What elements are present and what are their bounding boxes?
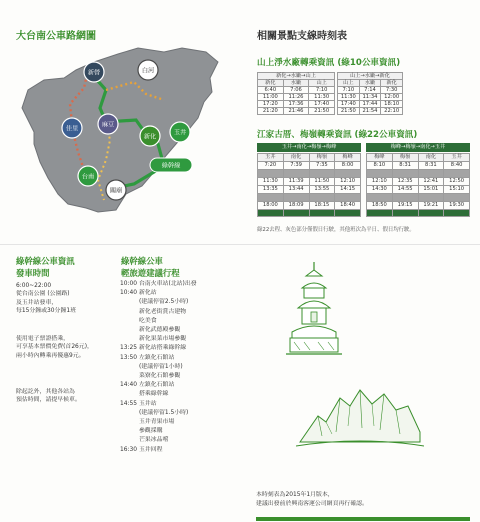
svg-text:佳里: 佳里 (65, 125, 79, 133)
footnote-line: 本時刻表為2015年1月版本， (256, 492, 334, 498)
time-cell (418, 170, 444, 178)
time-cell (444, 170, 470, 178)
itinerary-item (120, 381, 197, 390)
time-cell: 6:40 (258, 87, 284, 94)
footnote (256, 491, 368, 508)
route10-timetable-back (337, 72, 403, 115)
map-node-baihe (138, 60, 158, 80)
itinerary-text: 玉井站 (139, 400, 157, 407)
itinerary-text: 參觀採購 (139, 428, 163, 435)
itinerary-text: (建議停留1.5小時) (139, 409, 189, 416)
time-cell: 18:40 (335, 201, 361, 209)
itinerary-text: 新化站搭乘綠幹線 (139, 345, 187, 352)
mainline-title (16, 255, 75, 279)
time-cell: 12:10 (367, 177, 393, 185)
itinerary-time: 13:50 (120, 354, 137, 361)
itinerary-text: 左鎮化石館站 (139, 382, 175, 389)
time-cell: 14:15 (335, 185, 361, 193)
itinerary-text: 台南火車站(北站)出發 (139, 281, 197, 287)
footnote-line: 建議出發前於興南客運公司網頁再行確認。 (256, 500, 368, 507)
itinerary-item (120, 400, 197, 409)
map-node-yujing (170, 122, 190, 142)
itinerary-item (120, 354, 197, 363)
svg-text:麻豆: 麻豆 (101, 121, 115, 129)
time-cell: 11:50 (309, 177, 335, 185)
mainline-wait-info (16, 388, 81, 405)
time-cell: 12:10 (335, 177, 361, 185)
time-cell: 13:35 (258, 185, 284, 193)
itinerary-time: 14:40 (120, 382, 137, 389)
time-cell: 7:14 (359, 87, 381, 94)
time-cell: 11:39 (283, 177, 309, 185)
map-title: 大台南公車路網圖 (16, 31, 96, 42)
col-header: 南化 (283, 154, 309, 162)
itinerary-text: 新化武德殿參觀 (139, 327, 181, 334)
time-cell: 19:15 (392, 201, 418, 209)
time-cell: 7:39 (283, 162, 309, 170)
col-header: 水廠 (359, 80, 381, 87)
svg-text:關廟: 關廟 (109, 187, 123, 195)
map-node-guanmiao (106, 180, 126, 200)
itinerary-text: 玉井青果市場 (139, 419, 175, 426)
itinerary-text: 菜寮化石館參觀 (139, 373, 181, 380)
svg-text:玉井: 玉井 (173, 129, 187, 137)
itinerary-item (120, 298, 197, 307)
itinerary-time: 14:55 (120, 400, 137, 407)
route22-title: 江家古厝、梅嶺轉乘資訊 (綠22公車資訊) (257, 130, 418, 140)
time-cell (309, 209, 335, 217)
route10-back-header: 山上→水廠→新化 (338, 73, 403, 80)
time-cell: 7:30 (381, 87, 403, 94)
card-line: 可享基本票價免費(首26元)， (16, 344, 93, 351)
time-cell: 15:01 (418, 185, 444, 193)
time-cell (418, 193, 444, 201)
time-cell: 18:15 (309, 201, 335, 209)
time-cell: 13:44 (283, 185, 309, 193)
itinerary-item (120, 372, 197, 381)
svg-text:新化: 新化 (143, 133, 157, 141)
itinerary-text: 玉井回程 (139, 446, 163, 453)
itinerary-text: 芒果冰品嚐 (139, 437, 169, 444)
mainline-title-line2: 發車時間 (16, 268, 50, 278)
time-cell: 11:26 (283, 94, 309, 101)
time-cell: 8:31 (418, 162, 444, 170)
time-cell: 8:10 (367, 162, 393, 170)
time-cell (392, 193, 418, 201)
time-cell: 18:50 (367, 201, 393, 209)
col-header: 梅峰 (367, 154, 393, 162)
itinerary-item (120, 363, 197, 372)
time-cell: 12:50 (444, 177, 470, 185)
route10-title: 山上淨水廠轉乘資訊 (綠10公車資訊) (257, 58, 401, 68)
time-cell: 8:40 (444, 162, 470, 170)
itinerary-item (120, 418, 197, 427)
time-cell: 19:30 (444, 201, 470, 209)
time-cell: 7:10 (338, 87, 360, 94)
itinerary-text: 新化老街賞古建物 (139, 308, 187, 315)
time-cell: 11:34 (359, 94, 381, 101)
time-cell: 7:20 (258, 162, 284, 170)
route10-out-header: 新化→水廠→山上 (258, 73, 335, 80)
itinerary-item (120, 317, 197, 326)
col-header: 新化 (258, 80, 284, 87)
time-cell (418, 209, 444, 217)
mountain-illustration (296, 376, 424, 456)
time-cell: 19:21 (418, 201, 444, 209)
time-cell: 21:20 (258, 108, 284, 115)
mainline-card-info (16, 335, 93, 360)
time-cell (283, 170, 309, 178)
itinerary-item (120, 326, 197, 335)
map-node-jiali (62, 118, 82, 138)
wait-line: 預估時間，請提早候車。 (16, 397, 81, 404)
time-cell: 7:06 (283, 87, 309, 94)
itinerary-item (120, 344, 197, 353)
route22-back-header: 梅峰→梅嶺→南化→玉井 (366, 143, 470, 152)
itinerary-item (120, 409, 197, 418)
itinerary-item (120, 308, 197, 317)
col-header: 南化 (418, 154, 444, 162)
time-cell (309, 193, 335, 201)
bottom-stripe (256, 517, 470, 521)
mainline-schedule (16, 282, 76, 315)
itinerary-time: 16:30 (120, 446, 137, 453)
itinerary-item (120, 280, 197, 289)
time-cell: 11:30 (338, 94, 360, 101)
route22-timetable-back (366, 153, 470, 217)
map-node-xinying (84, 62, 104, 82)
itinerary-text: (建議停留1小時) (139, 363, 183, 370)
time-cell: 14:30 (367, 185, 393, 193)
mainline-line: 每15分鐘或30分鐘1班 (16, 307, 76, 314)
col-header: 新化 (381, 80, 403, 87)
itinerary-text: 搭乘綠幹線 (139, 391, 169, 398)
itinerary-item (120, 289, 197, 298)
time-cell: 14:55 (392, 185, 418, 193)
itinerary-title-line2: 輕旅遊建議行程 (121, 268, 180, 278)
time-cell: 17:40 (338, 101, 360, 108)
timetable-note: 綠22去程、灰色部分僅假日行駛，其他班次為平日、假日均行駛。 (257, 227, 415, 233)
time-cell (283, 209, 309, 217)
col-header: 梅峰 (335, 154, 361, 162)
time-cell (392, 209, 418, 217)
time-cell: 13:55 (309, 185, 335, 193)
time-cell (444, 193, 470, 201)
map-node-madou (98, 114, 118, 134)
time-cell: 21:54 (359, 108, 381, 115)
bus-route-map (14, 40, 234, 220)
time-cell: 12:00 (381, 94, 403, 101)
time-cell: 7:35 (309, 162, 335, 170)
col-header: 玉井 (444, 154, 470, 162)
col-header: 水廠 (283, 80, 309, 87)
col-header: 梅嶺 (309, 154, 335, 162)
time-cell: 21:50 (338, 108, 360, 115)
time-cell (258, 193, 284, 201)
time-cell: 17:44 (359, 101, 381, 108)
pagoda-illustration (286, 258, 342, 358)
itinerary-time: 13:25 (120, 345, 137, 352)
itinerary-item (120, 390, 197, 399)
col-header: 山上 (309, 80, 335, 87)
itinerary-item (120, 446, 197, 455)
mainline-line: 及玉井站發車， (16, 299, 58, 306)
time-cell (335, 193, 361, 201)
itinerary-item (120, 335, 197, 344)
mainline-line: 從台南公園 (公園路) (16, 291, 70, 298)
timetable-section-title: 相關景點支線時刻表 (257, 31, 347, 42)
time-cell (367, 209, 393, 217)
itinerary-text: 新化果菜市場參觀 (139, 336, 187, 343)
time-cell: 8:31 (392, 162, 418, 170)
time-cell: 18:00 (258, 201, 284, 209)
main-line-badge (150, 158, 192, 172)
time-cell: 18:09 (283, 201, 309, 209)
svg-text:台南: 台南 (81, 173, 95, 181)
time-cell (335, 170, 361, 178)
svg-text:綠幹線: 綠幹線 (161, 162, 181, 170)
itinerary-text: (建議停留2.5小時) (139, 299, 189, 306)
time-cell: 17:40 (309, 101, 335, 108)
time-cell: 8:00 (335, 162, 361, 170)
time-cell (392, 170, 418, 178)
time-cell: 11:30 (309, 94, 335, 101)
time-cell: 7:10 (309, 87, 335, 94)
time-cell (283, 193, 309, 201)
itinerary-text: 新化站 (139, 290, 157, 297)
time-cell: 11:00 (258, 94, 284, 101)
mainline-title-line1: 綠幹線公車資訊 (16, 256, 75, 266)
card-line: 使用電子票證搭乘， (16, 336, 70, 342)
col-header: 山上 (338, 80, 360, 87)
itinerary-text: 左鎮化石館站 (139, 354, 175, 361)
time-cell (367, 193, 393, 201)
itinerary-time: 10:40 (120, 290, 137, 297)
time-cell (335, 209, 361, 217)
time-cell: 11:30 (258, 177, 284, 185)
col-header: 梅嶺 (392, 154, 418, 162)
itinerary-item (120, 427, 197, 436)
time-cell: 15:10 (444, 185, 470, 193)
time-cell: 21:50 (309, 108, 335, 115)
time-cell: 12:35 (392, 177, 418, 185)
col-header: 玉井 (258, 154, 284, 162)
wait-line: 除起訖外，其他各站為 (16, 389, 75, 395)
map-node-xinhua (140, 126, 160, 146)
itinerary-time: 10:00 (120, 281, 137, 287)
time-cell (258, 170, 284, 178)
svg-text:白河: 白河 (141, 67, 155, 75)
time-cell: 17:36 (283, 101, 309, 108)
route22-out-header: 玉井→南化→梅嶺→梅峰 (257, 143, 361, 152)
time-cell: 21:46 (283, 108, 309, 115)
map-node-tainan (78, 166, 98, 186)
time-cell: 12:41 (418, 177, 444, 185)
route10-timetable-out (257, 72, 335, 115)
itinerary-title-line1: 綠幹線公車 (121, 256, 163, 266)
time-cell (258, 209, 284, 217)
mainline-hours: 6:00~22:00 (16, 283, 52, 289)
svg-text:新營: 新營 (87, 69, 101, 77)
fold-line (0, 244, 480, 245)
itinerary-text: 吃美食 (139, 317, 157, 324)
time-cell (367, 170, 393, 178)
itinerary-item (120, 436, 197, 445)
itinerary-title (121, 255, 180, 279)
time-cell: 17:20 (258, 101, 284, 108)
time-cell: 22:10 (381, 108, 403, 115)
time-cell: 18:10 (381, 101, 403, 108)
time-cell (444, 209, 470, 217)
itinerary-list (120, 280, 197, 455)
card-line: 兩小時內轉乘再優惠9元。 (16, 352, 85, 359)
route22-timetable-out (257, 153, 361, 217)
time-cell (309, 170, 335, 178)
